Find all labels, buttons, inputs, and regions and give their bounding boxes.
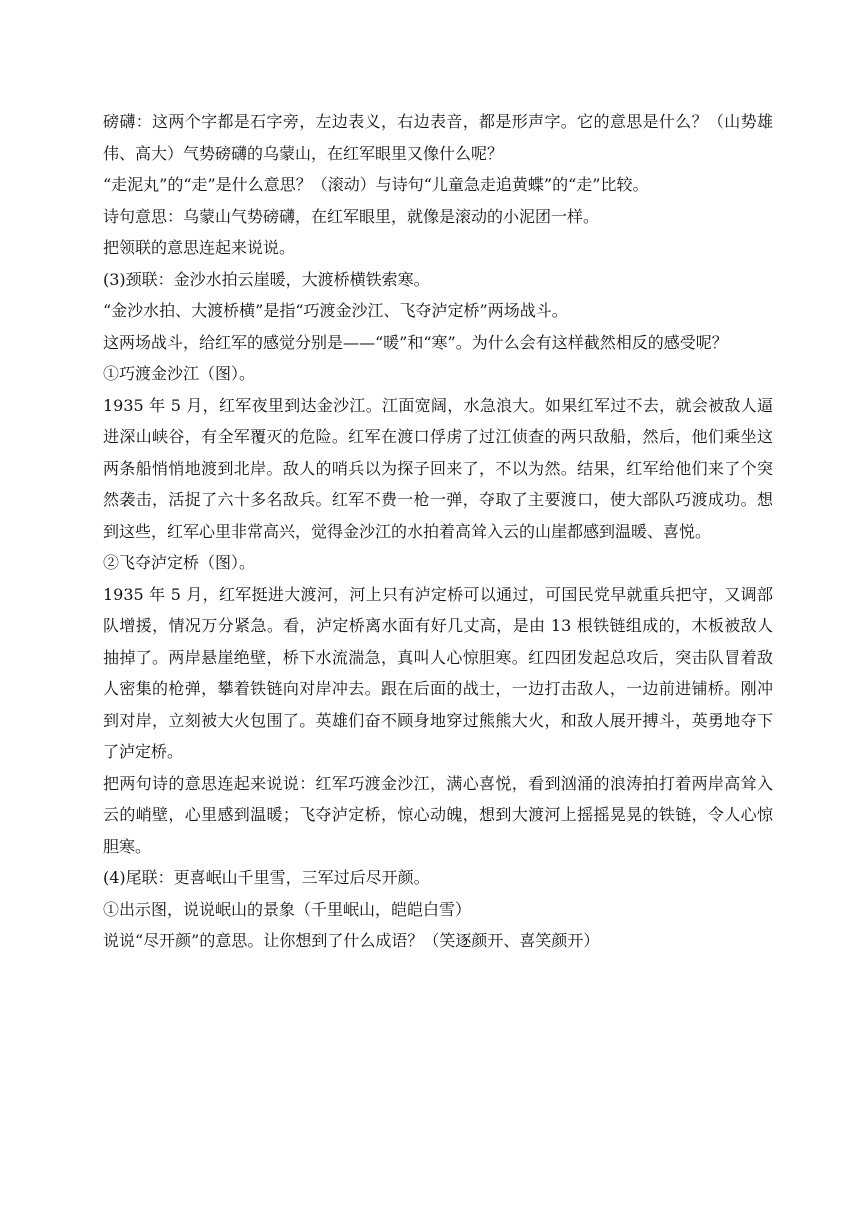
paragraph-combined-meaning: 把两句诗的意思连起来说说：红军巧渡金沙江，满心喜悦，看到汹涌的浪涛拍打着两岸高耸入云的峭壁，心里感到温暖；飞夺泸定桥，惊心动魄，想到大渡河上摇摇晃晃的铁链，令人心惊胆寒。 bbox=[103, 773, 773, 856]
paragraph-connect-lines: 把领联的意思连起来说说。 bbox=[103, 238, 296, 257]
paragraph-verse-meaning: 诗句意思：乌蒙山气势磅礴，在红军眼里，就像是滚动的小泥团一样。 bbox=[103, 206, 600, 226]
paragraph-warm-cold-question: 这两场战斗，给红军的感觉分别是——“暖”和“寒”。为什么会有这样截然相反的感受呢？ bbox=[103, 332, 728, 352]
paragraph-neck-couplet: (3)颈联：金沙水拍云崖暖，大渡桥横铁索寒。 bbox=[103, 269, 430, 289]
paragraph-two-battles: “金沙水拍、大渡桥横”是指“巧渡金沙江、飞夺泸定桥”两场战斗。 bbox=[103, 301, 568, 320]
paragraph-tail-couplet: (4)尾联：更喜岷山千里雪，三军过后尽开颜。 bbox=[103, 868, 430, 887]
paragraph-jinkaiyan-meaning: 说说“尽开颜”的意思。让你想到了什么成语？（笑逐颜开、喜笑颜开） bbox=[103, 931, 600, 950]
paragraph-jinsha-story: 1935 年 5 月，红军夜里到达金沙江。江面宽阔，水急浪大。如果红军过不去，就会被敌人逼进深山峡谷，有全军覆灭的危险。红军在渡口俘虏了过江侦查的两只敌船，然后，他们乘坐这两条船悄悄地渡到北岸。敌人的哨兵以为探子回来了，不以为然。结果，红军给他们来了个突然袭击，活捉了六十多名敌兵。红军不费一枪一弹，夺取了主要渡口，使大部队巧渡成功。想到这些，红军心里非常高兴，觉得金沙江的水拍着高耸入云的山崖都感到温暖、喜悦。 bbox=[103, 395, 773, 541]
paragraph-minshan-scene: ①出示图，说说岷山的景象（千里岷山，皑皑白雪） bbox=[103, 899, 472, 919]
document-body bbox=[103, 106, 773, 957]
paragraph-luding-heading: ②飞夺泸定桥（图）。 bbox=[103, 553, 256, 572]
paragraph-bangbo-explanation: 磅礴：这两个字都是石字旁，左边表义，右边表音，都是形声字。它的意思是什么？（山势雄伟、高大）气势磅礴的乌蒙山，在红军眼里又像什么呢？ bbox=[103, 112, 773, 163]
paragraph-luding-story: 1935 年 5 月，红军挺进大渡河，河上只有泸定桥可以通过，可国民党早就重兵把守，又调部队增援，情况万分紧急。看，泸定桥离水面有好几丈高，是由 13 根铁链组成的，木板被敌人抽掉了。两岸悬崖绝壁，桥下水流湍急，真叫人心惊胆寒。红四团发起总攻后，突击队冒着敌人密集的枪弹，攀着铁链向对岸冲去。跟在后面的战士，一边打击敌人，一边前进铺桥。刚冲到对岸，立刻被大火包围了。英雄们奋不顾身地穿过熊熊大火，和敌人展开搏斗，英勇地夺下了泸定桥。 bbox=[103, 584, 773, 761]
paragraph-zou-meaning: “走泥丸”的“走”是什么意思？（滚动）与诗句“儿童急走追黄蝶”的“走”比较。 bbox=[103, 175, 649, 194]
paragraph-jinsha-heading: ①巧渡金沙江（图）。 bbox=[103, 364, 256, 383]
